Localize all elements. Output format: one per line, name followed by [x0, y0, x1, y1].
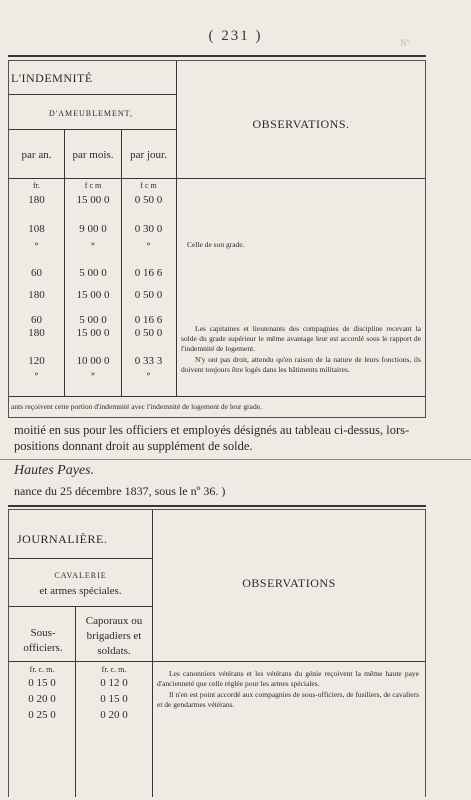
ordonnance-reference: nance du 25 décembre 1837, sous le nº 36. )	[14, 484, 226, 498]
bleed-through-mark: N°	[400, 38, 411, 48]
col-header-sous-officiers: Sous-officiers.	[23, 627, 63, 654]
bottom-table-title: JOURNALIÈRE.	[17, 532, 108, 546]
unit-sous-officiers: fr. c. m.	[29, 665, 55, 674]
paragraph-line: positions donnant droit au supplément de solde.	[14, 439, 253, 453]
cell: 0 20 0	[28, 693, 56, 705]
title-rule	[9, 94, 176, 95]
cell: 15 00 0	[76, 327, 110, 339]
table-row	[9, 289, 425, 303]
paragraph-line: moitié en sus pour les officiers et employés désignés au tableau ci-dessus, lors-	[14, 423, 410, 437]
title-rule	[9, 558, 152, 559]
cell: 0 16 6	[134, 267, 163, 279]
cell: 180	[28, 327, 45, 339]
top-table	[8, 60, 426, 418]
cell: 0 16 6	[134, 314, 163, 326]
unit-par-an: fr.	[33, 181, 40, 190]
observation-text: Celle de son grade.	[187, 240, 245, 249]
cell: 5 00 0	[79, 314, 107, 326]
footnote: ants reçoivent cette portion d'indemnité avec l'indemnité de logement de leur grade.	[11, 402, 262, 411]
col-header-par-jour: par jour.	[130, 149, 167, 161]
observation-text: N'y ont pas droit, attendu qu'en raison de la nature de leurs fonctions, ils doivent toujours être logés dans les bâtiments militaires.	[181, 355, 421, 374]
cell: 0 15 0	[100, 693, 128, 705]
paragraph	[14, 422, 464, 454]
cell: 15 00 0	[76, 194, 110, 206]
cell: 0 33 3	[134, 355, 163, 367]
bottom-table	[8, 509, 426, 797]
page-number: ( 231 )	[208, 28, 263, 44]
cell: 60	[31, 267, 42, 279]
cell: 60	[31, 314, 42, 326]
col-header-caporaux: Caporaux ou brigadiers et soldats.	[85, 615, 143, 657]
header-rule	[9, 661, 425, 662]
section-heading: Hautes Payes.	[14, 463, 95, 478]
header-rule	[9, 178, 425, 179]
top-rule	[8, 55, 426, 57]
observation-text: Les capitaines et lieutenants des compagnies de discipline recevant la solde du grade supérieur le même avantage leur est accordé sous le rapport de l'indemnité de logement.	[181, 324, 421, 353]
subheader-rule	[9, 129, 176, 130]
bottom-rule	[8, 505, 426, 507]
cell: 0 50 0	[134, 289, 163, 301]
cell: 108	[28, 223, 45, 235]
unit-par-mois: f c m	[84, 181, 102, 190]
cell: »	[34, 369, 39, 378]
subheader-rule	[9, 606, 152, 607]
observation-text: Il n'en est point accordé aux compagnies de sous-officiers, de fusiliers, de cavaliers et de gendarmes vétérans.	[157, 690, 419, 709]
col-header-par-mois: par mois.	[72, 149, 114, 161]
column-divider	[152, 510, 153, 797]
subheader-armes-speciales: et armes spéciales.	[39, 585, 122, 597]
observations-header: OBSERVATIONS	[242, 576, 336, 590]
cell: 180	[28, 194, 45, 206]
cell: 0 50 0	[134, 194, 163, 206]
cell: 0 20 0	[100, 709, 128, 721]
cell: 0 15 0	[28, 677, 56, 689]
cell: 9 00 0	[79, 223, 107, 235]
observations-header: OBSERVATIONS.	[252, 117, 350, 131]
cell: 0 30 0	[134, 223, 163, 235]
subheader-cavalerie: CAVALERIE	[54, 571, 107, 580]
observation-text: Les canonniers vétérans et les vétérans du génie reçoivent la même haute paye d'ancienneté que celle réglée pour les armes spéciales.	[157, 669, 419, 688]
unit-par-jour: f c m	[140, 181, 157, 190]
table-row	[9, 709, 425, 723]
cell: »	[91, 369, 95, 378]
footnote-rule	[9, 396, 425, 397]
fold-rule	[0, 459, 471, 460]
top-table-title: L'INDEMNITÉ	[11, 71, 93, 85]
cell: 5 00 0	[79, 267, 107, 279]
table-row	[9, 194, 425, 208]
subheader-ameublement: D'AMEUBLEMENT,	[49, 109, 133, 118]
cell: »	[34, 239, 39, 248]
cell: »	[146, 369, 151, 378]
table-row	[9, 267, 425, 281]
cell: 0 12 0	[100, 677, 128, 689]
cell: »	[146, 239, 151, 248]
col-header-par-an: par an.	[21, 149, 52, 161]
table-row	[9, 223, 425, 237]
unit-caporaux: fr. c. m.	[101, 665, 127, 674]
cell: 10 00 0	[76, 355, 110, 367]
cell: 120	[28, 355, 45, 367]
cell: 0 50 0	[134, 327, 163, 339]
cell: »	[91, 239, 95, 248]
cell: 0 25 0	[28, 709, 56, 721]
cell: 180	[28, 289, 45, 301]
cell: 15 00 0	[76, 289, 110, 301]
